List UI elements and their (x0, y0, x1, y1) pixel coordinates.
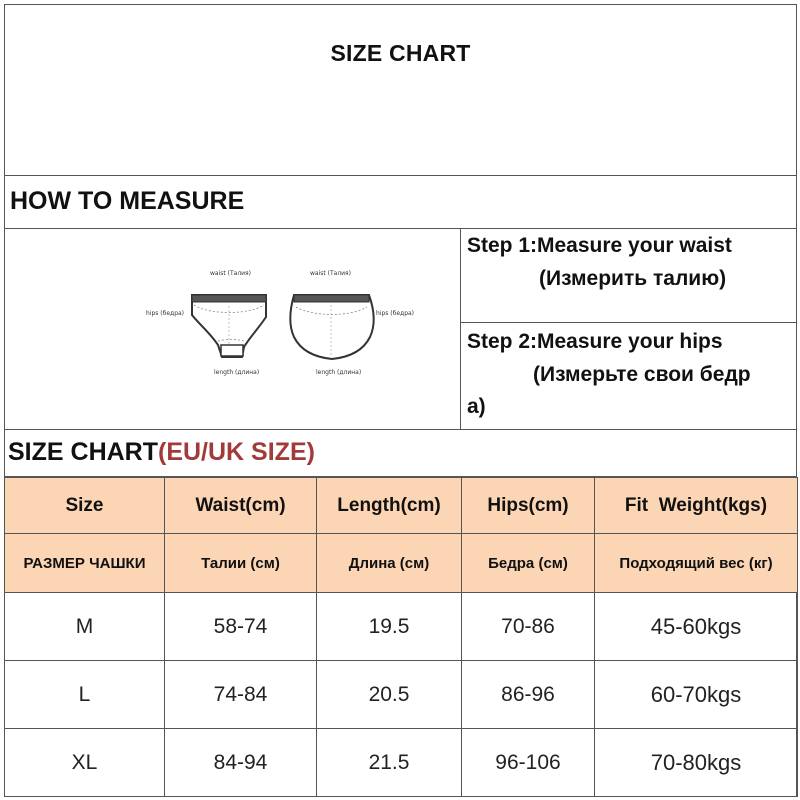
header-cell: Waist(cm) (165, 478, 317, 534)
step-2-translation: (Измерьте свои бедр (533, 363, 751, 386)
size-cell: L (5, 661, 165, 729)
hips-label-left: hips (бедра) (146, 310, 185, 317)
front-brief-drawing (192, 295, 266, 357)
header-cell: Length(cm) (317, 478, 462, 534)
panties-diagram-icon (4, 229, 461, 429)
hips-cell: 96-106 (462, 729, 595, 797)
header-cell: Hips(cm) (462, 478, 595, 534)
header-cell: Длина (см) (317, 534, 462, 593)
length-cell: 21.5 (317, 729, 462, 797)
table-header-row-en (5, 478, 798, 534)
weight-cell: 45-60kgs (595, 593, 798, 661)
step-2-cell (461, 323, 797, 429)
size-chart-heading-region: (EU/UK SIZE) (158, 438, 315, 466)
table-header-row-ru (5, 534, 798, 593)
table-row (5, 661, 798, 729)
page-title: SIZE CHART (330, 40, 471, 66)
step-1-translation: (Измерить талию) (539, 267, 727, 290)
length-label-left: length (длина) (214, 369, 260, 376)
header-cell: Талии (см) (165, 534, 317, 593)
length-cell: 20.5 (317, 661, 462, 729)
table-row (5, 729, 798, 797)
header-cell: Подходящий вес (кг) (595, 534, 798, 593)
header-cell: РАЗМЕР ЧАШКИ (5, 534, 165, 593)
size-cell: M (5, 593, 165, 661)
waist-label-left: waist (Талия) (210, 270, 252, 277)
header-cell: Fit Weight(kgs) (595, 478, 798, 534)
measurement-illustration (4, 229, 461, 429)
length-cell: 19.5 (317, 593, 462, 661)
waist-cell: 58-74 (165, 593, 317, 661)
how-to-measure-section (4, 176, 797, 229)
hips-cell: 86-96 (462, 661, 595, 729)
hips-cell: 70-86 (462, 593, 595, 661)
hips-label-right: hips (бедра) (376, 310, 415, 317)
weight-cell: 70-80kgs (595, 729, 798, 797)
length-label-right: length (длина) (316, 369, 362, 376)
weight-cell: 60-70kgs (595, 661, 798, 729)
how-to-measure-heading: HOW TO MEASURE (10, 187, 245, 215)
size-cell: XL (5, 729, 165, 797)
header-cell: Бедра (см) (462, 534, 595, 593)
step-1-text: Step 1:Measure your waist (467, 234, 732, 257)
step-1-cell (461, 229, 797, 323)
waist-cell: 74-84 (165, 661, 317, 729)
size-chart-heading-main: SIZE CHART (8, 438, 158, 466)
step-2-translation-wrap: а) (467, 395, 486, 418)
table-row (5, 593, 798, 661)
size-chart-heading (8, 438, 315, 467)
step-2-text: Step 2:Measure your hips (467, 330, 723, 353)
waist-cell: 84-94 (165, 729, 317, 797)
measure-instructions (4, 229, 797, 430)
waist-label-right: waist (Талия) (310, 270, 352, 277)
size-table (4, 477, 798, 797)
back-brief-drawing (290, 295, 373, 359)
size-chart-heading-section (4, 430, 797, 477)
title-section (4, 4, 797, 176)
header-cell: Size (5, 478, 165, 534)
